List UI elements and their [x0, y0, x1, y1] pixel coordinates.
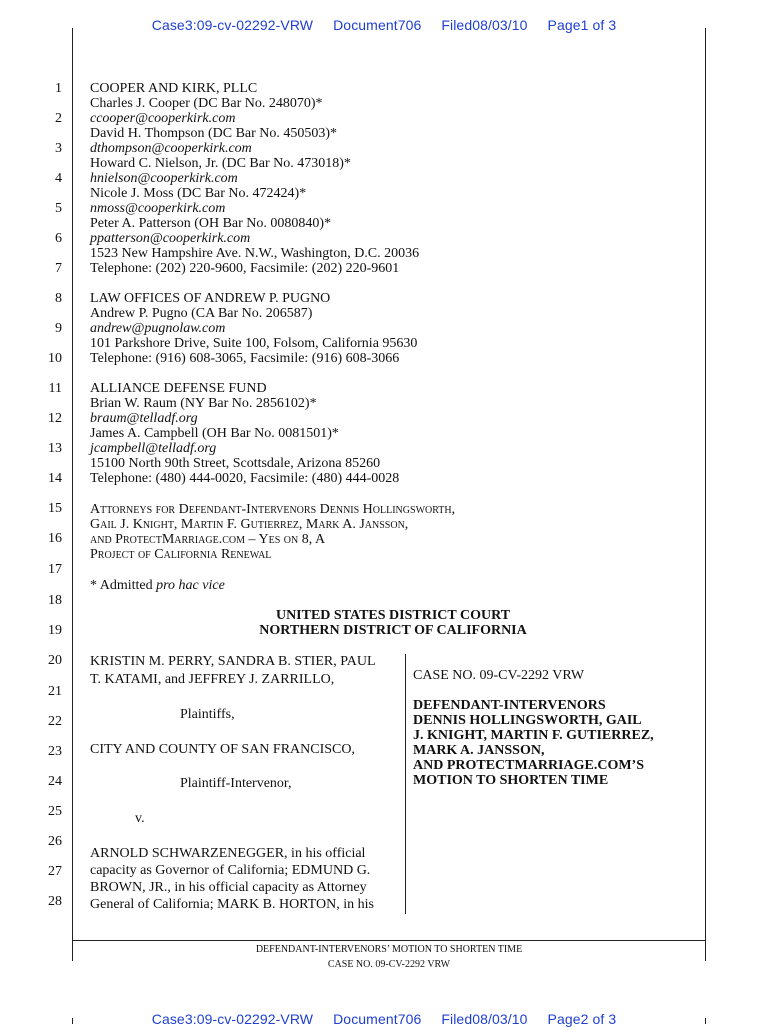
header-document: Document706	[333, 17, 422, 33]
attorney-email: nmoss@cooperkirk.com	[90, 201, 226, 216]
attorneys-for-line: Project of California Renewal	[90, 547, 272, 562]
line-number: 15	[48, 501, 62, 516]
defendants-line: capacity as Governor of California; EDMUND G.	[90, 863, 371, 878]
footer-rule	[72, 940, 706, 941]
right-margin-rule-page-2	[705, 1018, 706, 1024]
attorney-email: ppatterson@cooperkirk.com	[90, 231, 251, 246]
document-title-line: MARK A. JANSSON,	[413, 743, 545, 758]
attorneys-for-line: Gail J. Knight, Martin F. Gutierrez, Mark A. Jansson,	[90, 517, 409, 532]
attorneys-for-line: Attorneys for Defendant-Intervenors Dennis Hollingsworth,	[90, 502, 456, 517]
line-number: 28	[48, 894, 62, 909]
caption-divider	[405, 654, 406, 914]
line-number: 27	[48, 864, 62, 879]
attorney-name: David H. Thompson (DC Bar No. 450503)*	[90, 126, 338, 141]
plaintiff-intervenor-label: Plaintiff-Intervenor,	[180, 776, 292, 791]
header-filed: Filed08/03/10	[441, 1011, 528, 1027]
right-margin-rule	[705, 28, 706, 961]
document-title-line: J. KNIGHT, MARTIN F. GUTIERREZ,	[413, 728, 654, 743]
line-number: 25	[48, 804, 62, 819]
line-number: 13	[48, 441, 62, 456]
plaintiffs-label: Plaintiffs,	[180, 707, 235, 722]
attorney-email: ccooper@cooperkirk.com	[90, 111, 236, 126]
court-name: UNITED STATES DISTRICT COURT	[275, 608, 511, 623]
footer-case-number: CASE NO. 09-CV-2292 VRW	[327, 959, 451, 970]
header-page: Page2 of 3	[547, 1011, 617, 1027]
defendants-line: BROWN, JR., in his official capacity as Attorney	[90, 880, 367, 895]
attorney-name: Howard C. Nielson, Jr. (DC Bar No. 473018)*	[90, 156, 351, 171]
line-number: 8	[55, 291, 62, 306]
ecf-header-page-2	[0, 1011, 768, 1027]
line-number: 19	[48, 623, 62, 638]
line-number: 10	[48, 351, 62, 366]
line-number: 5	[55, 201, 62, 216]
attorney-name: Peter A. Patterson (OH Bar No. 0080840)*	[90, 216, 332, 231]
pro-hac-vice-prefix: * Admitted	[90, 578, 157, 593]
line-number: 18	[48, 593, 62, 608]
line-number: 11	[48, 381, 62, 396]
firm-address: 1523 New Hampshire Ave. N.W., Washington, D.C. 20036	[90, 246, 420, 261]
attorneys-for-line: and ProtectMarriage.com – Yes on 8, A	[90, 532, 326, 547]
attorney-email: jcampbell@telladf.org	[90, 441, 217, 456]
document-title-line: MOTION TO SHORTEN TIME	[413, 773, 609, 788]
attorney-name: James A. Campbell (OH Bar No. 0081501)*	[90, 426, 339, 441]
plaintiffs-names: T. KATAMI, and JEFFREY J. ZARRILLO,	[90, 672, 335, 687]
line-number: 3	[55, 141, 62, 156]
versus: v.	[135, 811, 145, 826]
plaintiff-intervenor-name: CITY AND COUNTY OF SAN FRANCISCO,	[90, 742, 355, 757]
attorney-email: andrew@pugnolaw.com	[90, 321, 226, 336]
attorney-name: Nicole J. Moss (DC Bar No. 472424)*	[90, 186, 307, 201]
line-number: 7	[55, 261, 62, 276]
attorney-name: Andrew P. Pugno (CA Bar No. 206587)	[90, 306, 313, 321]
line-number: 17	[48, 562, 62, 577]
pro-hac-vice-italic: pro hac vice	[156, 578, 225, 593]
line-number: 12	[48, 411, 62, 426]
firm-name: COOPER AND KIRK, PLLC	[90, 81, 258, 96]
line-number: 16	[48, 531, 62, 546]
firm-telephone: Telephone: (480) 444-0020, Facsimile: (480) 444-0028	[90, 471, 400, 486]
line-number: 6	[55, 231, 62, 246]
plaintiffs-names: KRISTIN M. PERRY, SANDRA B. STIER, PAUL	[90, 654, 376, 669]
pro-hac-vice-note	[90, 578, 225, 593]
court-district: NORTHERN DISTRICT OF CALIFORNIA	[259, 623, 527, 638]
attorney-email: braum@telladf.org	[90, 411, 198, 426]
firm-telephone: Telephone: (202) 220-9600, Facsimile: (202) 220-9601	[90, 261, 400, 276]
firm-name: LAW OFFICES OF ANDREW P. PUGNO	[90, 291, 331, 306]
document-title-line: AND PROTECTMARRIAGE.COM’S	[413, 758, 644, 773]
header-page: Page1 of 3	[547, 17, 617, 33]
case-number: CASE NO. 09-CV-2292 VRW	[413, 668, 585, 683]
attorney-email: dthompson@cooperkirk.com	[90, 141, 252, 156]
line-number: 23	[48, 744, 62, 759]
line-number: 4	[55, 171, 62, 186]
firm-address: 101 Parkshore Drive, Suite 100, Folsom, California 95630	[90, 336, 418, 351]
defendants-line: ARNOLD SCHWARZENEGGER, in his official	[90, 846, 366, 861]
line-number: 14	[48, 471, 62, 486]
left-margin-rule	[72, 28, 73, 961]
header-filed: Filed08/03/10	[441, 17, 528, 33]
document-title-line: DEFENDANT-INTERVENORS	[413, 698, 606, 713]
footer-title: DEFENDANT-INTERVENORS’ MOTION TO SHORTEN TIME	[255, 944, 523, 955]
line-number: 24	[48, 774, 62, 789]
attorney-email: hnielson@cooperkirk.com	[90, 171, 238, 186]
line-number: 1	[55, 81, 62, 96]
header-case: Case3:09-cv-02292-VRW	[151, 17, 314, 33]
attorney-name: Charles J. Cooper (DC Bar No. 248070)*	[90, 96, 323, 111]
firm-address: 15100 North 90th Street, Scottsdale, Arizona 85260	[90, 456, 381, 471]
attorney-name: Brian W. Raum (NY Bar No. 2856102)*	[90, 396, 317, 411]
header-document: Document706	[333, 1011, 422, 1027]
firm-telephone: Telephone: (916) 608-3065, Facsimile: (916) 608-3066	[90, 351, 400, 366]
line-number: 22	[48, 714, 62, 729]
line-number: 26	[48, 834, 62, 849]
line-number: 2	[55, 111, 62, 126]
ecf-header	[0, 17, 768, 33]
document-title-line: DENNIS HOLLINGSWORTH, GAIL	[413, 713, 642, 728]
defendants-line: General of California; MARK B. HORTON, in his	[90, 897, 374, 912]
firm-name: ALLIANCE DEFENSE FUND	[90, 381, 267, 396]
header-case: Case3:09-cv-02292-VRW	[151, 1011, 314, 1027]
line-number: 20	[48, 653, 62, 668]
line-number: 9	[55, 321, 62, 336]
left-margin-rule-page-2	[72, 1018, 73, 1024]
line-number: 21	[48, 684, 62, 699]
